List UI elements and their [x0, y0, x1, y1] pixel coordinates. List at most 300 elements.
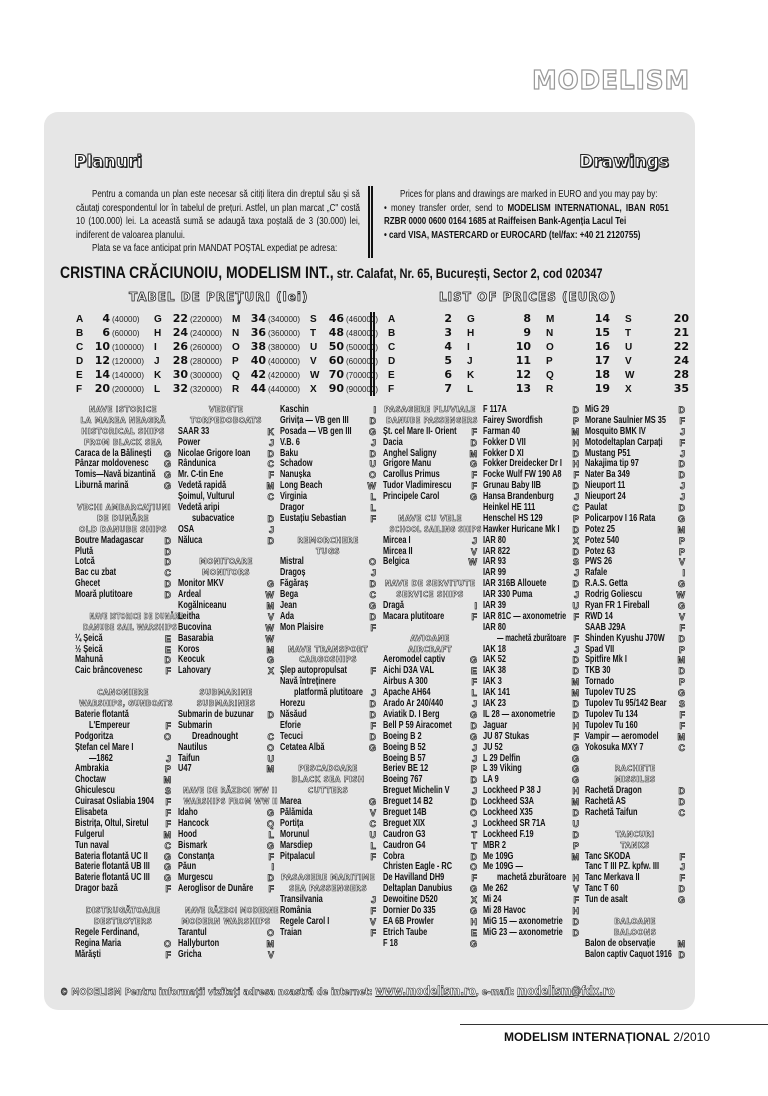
- price-cell: [467, 312, 546, 326]
- price-code: V: [267, 611, 274, 622]
- item-name: —1862: [89, 752, 113, 764]
- price-code: D: [678, 666, 685, 677]
- item-name: Grigore Manu: [383, 458, 432, 470]
- price-letter: V: [310, 356, 317, 367]
- price-letter: O: [546, 342, 554, 353]
- item-name: Baterie flotantă UB III: [75, 861, 150, 873]
- item-name: SAAR 33: [178, 425, 210, 437]
- item-name: Tun de asalt: [585, 894, 628, 906]
- list-item: [383, 557, 477, 568]
- category-header: [383, 405, 477, 427]
- price-code: D: [678, 470, 685, 481]
- price-code: M: [677, 524, 685, 535]
- item-name: Șt. cel Mare II- Orient: [383, 425, 457, 437]
- list-item: [280, 743, 376, 754]
- price-value: 90: [328, 382, 344, 395]
- category-title: MONITOARE: [199, 557, 253, 567]
- list-item: [280, 928, 376, 939]
- price-letter: C: [76, 342, 84, 353]
- price-code: G: [163, 873, 171, 884]
- price-code: G: [469, 655, 477, 666]
- price-code: J: [573, 644, 579, 655]
- price-letter: J: [154, 356, 160, 367]
- item-name: Constanța: [178, 850, 215, 862]
- list-column: [75, 405, 184, 960]
- category-header-line: [383, 405, 477, 416]
- price-value: 6: [444, 368, 452, 381]
- item-name: Christen Eagle - RC: [383, 861, 453, 873]
- item-name: Tudor Vladimirescu: [383, 480, 452, 492]
- item-name: Fulgerul: [75, 828, 105, 840]
- price-cell: [232, 382, 310, 396]
- price-code: G: [469, 709, 477, 720]
- price-code: J: [370, 895, 376, 906]
- list-item: [280, 514, 376, 525]
- list-column: [383, 405, 482, 950]
- item-name: Farman 40: [483, 425, 521, 437]
- item-name: L'Empereur: [89, 719, 130, 731]
- item-name: Cuirasat Osliabia 1904: [75, 796, 154, 808]
- price-letter: P: [232, 356, 239, 367]
- category-header: [178, 688, 274, 710]
- item-name: Lotcă: [75, 556, 95, 568]
- price-code: C: [572, 503, 579, 514]
- item-name: Dewoitine D520: [383, 894, 438, 906]
- price-code: H: [470, 916, 477, 927]
- price-letter: B: [388, 328, 396, 339]
- item-name: machetă zburătoare: [497, 872, 567, 884]
- item-name: Tanc T 60: [585, 883, 619, 895]
- list-item: [383, 492, 477, 503]
- price-code: K: [267, 426, 274, 437]
- price-letter: X: [625, 384, 632, 395]
- price-lei: (100000): [112, 343, 145, 352]
- price-row: [76, 326, 388, 340]
- price-code: G: [163, 448, 171, 459]
- price-value: 70: [328, 368, 344, 381]
- price-cell: [546, 312, 625, 326]
- price-cell: [467, 368, 546, 382]
- item-name: Dornier Do 335: [383, 904, 436, 916]
- price-letter: W: [625, 370, 635, 381]
- category-title: NAVE ISTORICE DE DUNĂRE: [89, 611, 184, 621]
- item-name: Dragor bază: [75, 883, 118, 895]
- item-name: Baku: [280, 447, 299, 459]
- price-code: D: [572, 579, 579, 590]
- price-letter: A: [388, 314, 396, 325]
- price-lei: (480000): [346, 329, 379, 338]
- section-title-planuri: Planuri: [74, 152, 143, 172]
- category-title: SEA PASSENGERS: [288, 884, 368, 894]
- price-letter: L: [467, 384, 474, 395]
- price-value: 16: [594, 340, 610, 353]
- item-name: Morunul: [280, 828, 310, 840]
- price-code: F: [370, 927, 376, 938]
- list-item: [585, 895, 685, 906]
- item-name: Elisabeta: [75, 806, 108, 818]
- category-title: CUTTERS: [307, 786, 349, 796]
- instructions-paragraph: Pentru a comanda un plan este necesar să citiți litera din dreptul său și să căutați corespondentul lor în tabelul de prețuri. Astfel, un plan marcat „C" costă 10 (100.000) lei. La această sumă se adaugă taxa poștală de 3 (30.000) lei, indiferent de valoarea planului.: [76, 189, 360, 241]
- price-code: F: [679, 720, 685, 731]
- price-lei: (400000): [268, 357, 301, 366]
- item-name: IAK 23: [483, 698, 507, 710]
- price-code: D: [164, 557, 171, 568]
- price-code: F: [370, 720, 376, 731]
- price-code: F: [573, 633, 579, 644]
- item-name: Bistrița, Oltul, Siretul: [75, 817, 149, 829]
- price-value: 21: [673, 326, 689, 339]
- category-header: [383, 579, 477, 601]
- price-code: O: [163, 938, 171, 949]
- item-name: Dragor: [280, 502, 305, 514]
- item-name: Taifun: [178, 752, 200, 764]
- item-name: IAR 81C — axonometrie: [483, 610, 567, 622]
- item-name: JU 87 Stukas: [483, 730, 530, 742]
- price-code: D: [470, 775, 477, 786]
- item-name: Hawker Huricane Mk I: [483, 523, 560, 535]
- price-code: D: [369, 448, 376, 459]
- romanian-instructions: [76, 188, 360, 256]
- price-value: 14: [594, 312, 610, 325]
- item-name: Tun naval: [75, 839, 109, 851]
- price-letter: T: [625, 328, 632, 339]
- footer-sep: , e-mail:: [475, 987, 518, 998]
- category-title: NAVE CU VELE: [398, 513, 462, 523]
- item-name: Belgica: [383, 556, 410, 568]
- category-header: [178, 786, 278, 808]
- price-code: M: [163, 829, 171, 840]
- price-code: D: [678, 949, 685, 960]
- category-header-line: [280, 873, 376, 884]
- price-code: M: [469, 448, 477, 459]
- price-letter: J: [467, 356, 473, 367]
- item-name: Nater Ba 349: [585, 469, 630, 481]
- item-name: Podgoritza: [75, 730, 114, 742]
- item-name: Posada — VB gen III: [280, 425, 352, 437]
- price-cell: [625, 368, 704, 382]
- price-code: V: [678, 611, 685, 622]
- list-item: [75, 950, 171, 961]
- item-name: Marsdiep: [280, 839, 313, 851]
- price-letter: E: [76, 370, 83, 381]
- price-cell: [154, 382, 232, 396]
- price-code: E: [164, 633, 171, 644]
- item-name: Lockheed SR 71A: [483, 817, 546, 829]
- item-name: Eforie: [280, 719, 301, 731]
- price-cell: [625, 354, 704, 368]
- item-name: Deltaplan Danubius: [383, 883, 453, 895]
- lei-price-table: [76, 312, 388, 396]
- price-code: D: [572, 829, 579, 840]
- item-name: Lockheed X35: [483, 806, 533, 818]
- item-name: Boeing B 57: [383, 752, 426, 764]
- price-code: J: [471, 786, 477, 797]
- category-title: BLACK SEA FISH: [291, 775, 365, 785]
- item-name: Potez 63: [585, 545, 616, 557]
- price-code: F: [370, 513, 376, 524]
- item-name: L 29 Delfin: [483, 752, 521, 764]
- item-name: Hansa Brandenburg: [483, 491, 554, 503]
- price-cell: [232, 340, 310, 354]
- item-name: Morane Saulnier MS 35: [585, 414, 667, 426]
- price-cell: [388, 326, 467, 340]
- item-name: Breguet 14B: [383, 806, 427, 818]
- price-code: F: [471, 873, 477, 884]
- price-code: J: [573, 568, 579, 579]
- price-code: L: [370, 503, 376, 514]
- item-name: Boeing 767: [383, 774, 423, 786]
- item-name: Caic brâncovenesc: [75, 665, 143, 677]
- item-name: Submarin de buzunar: [178, 708, 254, 720]
- price-letter: A: [76, 314, 84, 325]
- item-name: Ghecet: [75, 578, 101, 590]
- price-value: 11: [515, 354, 531, 367]
- price-value: 24: [673, 354, 689, 367]
- item-name: Pălămida: [280, 806, 313, 818]
- price-lei: (500000): [346, 343, 379, 352]
- euro-table-title: LIST OF PRICES (EURO): [439, 290, 617, 304]
- price-lei: (340000): [268, 315, 301, 324]
- price-lei: (260000): [190, 343, 223, 352]
- price-code: J: [471, 699, 477, 710]
- item-name: Nakajima tip 97: [585, 458, 639, 470]
- item-name: Mosquito BMK IV: [585, 425, 646, 437]
- price-code: I: [682, 568, 685, 579]
- item-name: SAAB J29A: [585, 621, 626, 633]
- price-code: D: [164, 590, 171, 601]
- price-cell: [546, 368, 625, 382]
- item-name: Rafale: [585, 567, 608, 579]
- price-value: 36: [250, 326, 266, 339]
- item-name: IAR 99: [483, 567, 507, 579]
- price-lei: (60000): [112, 329, 140, 338]
- price-code: G: [266, 655, 274, 666]
- item-name: Potez 540: [585, 534, 620, 546]
- item-name: JU 52: [483, 741, 503, 753]
- price-code: G: [368, 426, 376, 437]
- category-header-line: [75, 688, 171, 699]
- item-name: Rachetă Dragon: [585, 785, 642, 797]
- price-code: G: [571, 753, 579, 764]
- price-code: U: [369, 829, 376, 840]
- section-title-drawings: Drawings: [579, 152, 669, 172]
- price-value: 30: [172, 368, 188, 381]
- item-name: Aeroglisor de Dunăre: [178, 883, 254, 895]
- price-value: 19: [594, 382, 610, 395]
- item-name: Apache AH64: [383, 687, 431, 699]
- price-letter: Q: [546, 370, 554, 381]
- price-value: 44: [250, 382, 266, 395]
- price-cell: [546, 326, 625, 340]
- item-name: Transilvania: [280, 894, 323, 906]
- category-title: DESTROYERS: [93, 916, 153, 926]
- list-item: [178, 666, 274, 677]
- list-item: [178, 950, 274, 961]
- price-code: W: [265, 633, 274, 644]
- item-name: Jaguar: [483, 719, 508, 731]
- item-name: Cobra: [383, 850, 405, 862]
- price-code: X: [267, 666, 274, 677]
- price-code: M: [571, 851, 579, 862]
- item-name: Submarin: [178, 719, 213, 731]
- price-code: F: [573, 731, 579, 742]
- price-code: M: [571, 797, 579, 808]
- price-letter: I: [154, 342, 157, 353]
- category-header: [383, 634, 477, 656]
- price-cell: [310, 368, 388, 382]
- item-name: Mustang P51: [585, 447, 631, 459]
- price-code: L: [370, 840, 376, 851]
- price-lei: (700000): [346, 371, 379, 380]
- price-code: D: [164, 535, 171, 546]
- item-name: Gricha: [178, 948, 202, 960]
- price-cell: [546, 340, 625, 354]
- page-footer: [504, 1030, 710, 1044]
- item-name: Șlep autopropulsat: [280, 665, 348, 677]
- item-name: MiG 23 — axonometrie: [483, 926, 563, 938]
- price-code: D: [572, 807, 579, 818]
- price-value: 15: [594, 326, 610, 339]
- item-name: România: [280, 904, 312, 916]
- price-row: [388, 354, 704, 368]
- item-name: Tanc T III PZ. kpfw. III: [585, 861, 660, 873]
- price-cell: [232, 354, 310, 368]
- category-header: [280, 645, 376, 667]
- item-name: Boutre Madagascar: [75, 534, 144, 546]
- list-item: [585, 808, 685, 819]
- list-item: [178, 536, 274, 547]
- list-item: [280, 601, 376, 612]
- price-cell: [232, 326, 310, 340]
- price-code: M: [266, 764, 274, 775]
- price-value: 12: [94, 354, 110, 367]
- price-letter: R: [232, 384, 240, 395]
- price-value: 22: [172, 312, 188, 325]
- price-value: 60: [328, 354, 344, 367]
- list-item: [178, 884, 274, 895]
- list-column: [280, 405, 376, 939]
- website-link[interactable]: www.modelism.ro: [375, 984, 476, 998]
- category-title: REMORCHERE: [297, 535, 359, 545]
- item-name: Boeing B 52: [383, 741, 426, 753]
- item-name: Dreadnought: [192, 730, 239, 742]
- price-code: X: [470, 895, 477, 906]
- price-code: F: [573, 470, 579, 481]
- price-code: G: [677, 601, 685, 612]
- price-value: 14: [94, 368, 110, 381]
- price-value: 40: [250, 354, 266, 367]
- price-value: 5: [444, 354, 452, 367]
- item-name: Regele Carol I: [280, 915, 330, 927]
- category-header: [75, 688, 171, 710]
- list-item: [178, 754, 274, 765]
- list-column: [178, 405, 279, 960]
- item-name: Nicolae Grigore Ioan: [178, 447, 251, 459]
- item-name: IAK 3: [483, 676, 502, 688]
- category-title: NAVE DE RĂZBOI WW II: [183, 786, 278, 796]
- item-name: IAK 38: [483, 665, 507, 677]
- category-header: [585, 917, 685, 939]
- category-header-line: [383, 514, 477, 525]
- category-header-line: [75, 514, 171, 525]
- item-name: ½ Șeică: [75, 643, 103, 655]
- price-code: J: [268, 524, 274, 535]
- category-header-line: [383, 634, 477, 645]
- price-cell: [154, 312, 232, 326]
- price-code: F: [471, 481, 477, 492]
- item-name: Long Beach: [280, 480, 323, 492]
- item-name: Spad VII: [585, 643, 615, 655]
- item-name: Principele Carol: [383, 491, 440, 503]
- copyright: © MODELISM: [60, 987, 122, 998]
- list-item: [483, 928, 579, 939]
- item-name: Ryan FR 1 Fireball: [585, 600, 650, 612]
- price-code: G: [677, 513, 685, 524]
- price-code: G: [469, 731, 477, 742]
- price-code: O: [368, 470, 376, 481]
- item-name: RWD 14: [585, 610, 613, 622]
- price-code: F: [370, 851, 376, 862]
- item-name: Shinden Kyushu J70W: [585, 632, 665, 644]
- item-name: ¼ Șeică: [75, 632, 103, 644]
- price-code: D: [470, 851, 477, 862]
- price-code: D: [678, 786, 685, 797]
- price-code: P: [572, 415, 579, 426]
- price-code: U: [572, 601, 579, 612]
- price-code: P: [678, 546, 685, 557]
- item-name: L 39 Viking: [483, 763, 522, 775]
- item-name: IAR 822: [483, 545, 511, 557]
- price-letter: U: [310, 342, 318, 353]
- price-value: 18: [594, 368, 610, 381]
- english-instructions: [384, 188, 669, 242]
- item-name: Cetatea Albă: [280, 741, 325, 753]
- price-code: J: [471, 535, 477, 546]
- list-item: [75, 590, 171, 601]
- item-name: Boeing B 2: [383, 730, 422, 742]
- email-link[interactable]: modelism@fdx.ro: [517, 984, 615, 998]
- price-letter: K: [154, 370, 162, 381]
- item-name: Ștefan cel Mare I: [75, 741, 134, 753]
- price-lei: (420000): [268, 371, 301, 380]
- price-code: M: [266, 644, 274, 655]
- item-name: Păun: [178, 861, 197, 873]
- item-name: Tomis—Navă bizantină: [75, 469, 156, 481]
- item-name: Lahovary: [178, 665, 211, 677]
- item-name: Horezu: [280, 698, 306, 710]
- price-code: W: [468, 557, 477, 568]
- price-cell: [76, 368, 154, 382]
- category-title: SUBMARINE: [199, 688, 253, 698]
- price-code: H: [572, 437, 579, 448]
- item-name: PWS 26: [585, 556, 613, 568]
- list-item: [280, 852, 376, 863]
- item-name: Kogălniceanu: [178, 600, 227, 612]
- price-code: D: [678, 633, 685, 644]
- price-code: F: [370, 905, 376, 916]
- panel-footer: [60, 984, 615, 998]
- price-code: D: [678, 797, 685, 808]
- item-name: Me 262: [483, 883, 508, 895]
- price-code: F: [165, 797, 171, 808]
- price-code: J: [370, 437, 376, 448]
- item-name: Ambrakia: [75, 763, 109, 775]
- price-letter: H: [467, 328, 475, 339]
- category-header: [75, 906, 171, 928]
- list-item: [383, 939, 477, 950]
- price-cell: [310, 312, 388, 326]
- item-name: De Havilland DH9: [383, 872, 445, 884]
